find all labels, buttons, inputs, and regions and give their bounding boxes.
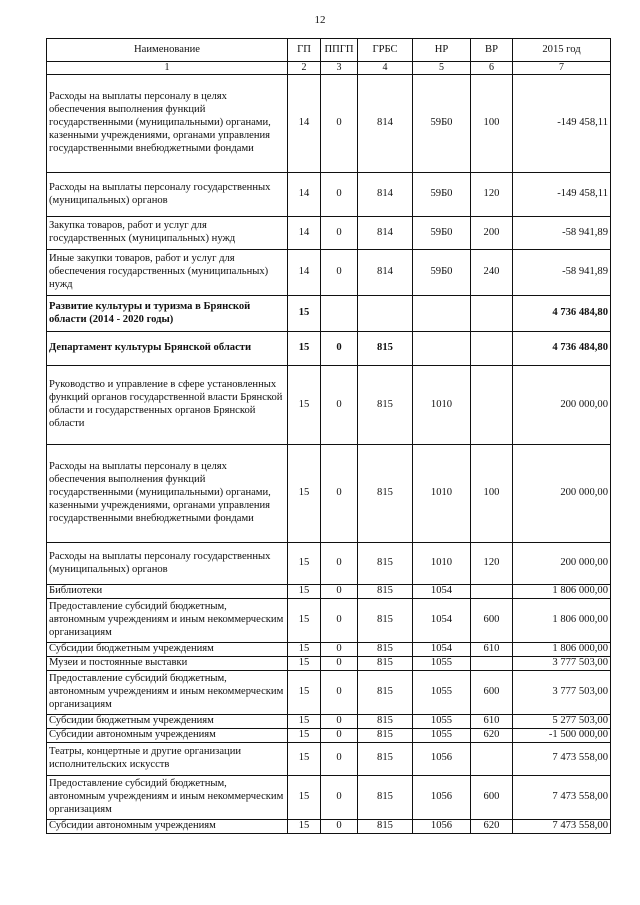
row-vr: 600	[471, 775, 513, 819]
row-nr: 1054	[413, 599, 471, 643]
row-name: Департамент культуры Брянской области	[47, 332, 288, 366]
row-vr: 610	[471, 643, 513, 657]
row-grbs: 815	[358, 543, 413, 585]
row-amount: 7 473 558,00	[513, 819, 611, 833]
row-ppgp: 0	[321, 445, 358, 543]
row-ppgp: 0	[321, 332, 358, 366]
row-ppgp: 0	[321, 599, 358, 643]
header-name: Наименование	[47, 39, 288, 62]
table-row	[47, 296, 611, 332]
row-amount: 1 806 000,00	[513, 643, 611, 657]
row-name: Музеи и постоянные выставки	[47, 657, 288, 671]
index-cell: 6	[471, 62, 513, 75]
row-ppgp: 0	[321, 217, 358, 250]
row-grbs	[358, 296, 413, 332]
row-grbs: 815	[358, 728, 413, 742]
row-amount: -58 941,89	[513, 217, 611, 250]
row-name: Расходы на выплаты персоналу в целях обеспечения выполнения функций государственными (муниципальными) органами, казенными учреждениями, органами управления государственными внебюджетными фондами	[47, 445, 288, 543]
row-gp: 15	[288, 670, 321, 714]
row-name: Руководство и управление в сфере установленных функций органов государственной власти Брянской области и государственных органов Брянской области	[47, 366, 288, 445]
row-grbs: 815	[358, 775, 413, 819]
row-ppgp: 0	[321, 742, 358, 775]
row-grbs: 814	[358, 250, 413, 296]
row-gp: 14	[288, 173, 321, 217]
row-amount: 1 806 000,00	[513, 599, 611, 643]
row-amount: 4 736 484,80	[513, 296, 611, 332]
header-grbs: ГРБС	[358, 39, 413, 62]
row-ppgp: 0	[321, 728, 358, 742]
row-ppgp: 0	[321, 819, 358, 833]
row-grbs: 815	[358, 366, 413, 445]
budget-table	[46, 38, 611, 834]
row-ppgp: 0	[321, 250, 358, 296]
row-name: Расходы на выплаты персоналу государственных (муниципальных) органов	[47, 543, 288, 585]
row-vr: 100	[471, 75, 513, 173]
row-nr: 59Б0	[413, 217, 471, 250]
row-ppgp: 0	[321, 657, 358, 671]
row-nr	[413, 296, 471, 332]
table-row	[47, 173, 611, 217]
row-vr: 120	[471, 543, 513, 585]
header-row	[47, 39, 611, 62]
row-vr: 120	[471, 173, 513, 217]
table-row	[47, 670, 611, 714]
row-name: Субсидии автономным учреждениям	[47, 728, 288, 742]
row-vr: 620	[471, 728, 513, 742]
row-grbs: 815	[358, 714, 413, 728]
column-index-row	[47, 62, 611, 75]
row-nr: 1055	[413, 714, 471, 728]
row-vr: 240	[471, 250, 513, 296]
row-nr: 59Б0	[413, 173, 471, 217]
row-vr	[471, 585, 513, 599]
row-nr: 59Б0	[413, 75, 471, 173]
table-row	[47, 599, 611, 643]
table-row	[47, 250, 611, 296]
table-row	[47, 217, 611, 250]
row-ppgp: 0	[321, 585, 358, 599]
table-row	[47, 332, 611, 366]
row-nr: 1010	[413, 543, 471, 585]
row-nr	[413, 332, 471, 366]
row-ppgp: 0	[321, 366, 358, 445]
row-name: Иные закупки товаров, работ и услуг для обеспечения государственных (муниципальных) нужд	[47, 250, 288, 296]
row-amount: -1 500 000,00	[513, 728, 611, 742]
row-grbs: 815	[358, 819, 413, 833]
table-row	[47, 585, 611, 599]
row-gp: 15	[288, 445, 321, 543]
row-amount: 200 000,00	[513, 543, 611, 585]
row-ppgp	[321, 296, 358, 332]
row-nr: 1056	[413, 775, 471, 819]
row-gp: 15	[288, 599, 321, 643]
table-row	[47, 643, 611, 657]
row-nr: 1010	[413, 445, 471, 543]
row-nr: 59Б0	[413, 250, 471, 296]
row-amount: 7 473 558,00	[513, 742, 611, 775]
header-vr: ВР	[471, 39, 513, 62]
row-gp: 15	[288, 819, 321, 833]
row-grbs: 814	[358, 173, 413, 217]
row-ppgp: 0	[321, 543, 358, 585]
row-vr: 600	[471, 599, 513, 643]
row-vr: 200	[471, 217, 513, 250]
row-name: Театры, концертные и другие организации исполнительских искусств	[47, 742, 288, 775]
row-ppgp: 0	[321, 643, 358, 657]
row-amount: 5 277 503,00	[513, 714, 611, 728]
row-amount: 200 000,00	[513, 445, 611, 543]
row-name: Субсидии бюджетным учреждениям	[47, 714, 288, 728]
row-name: Предоставление субсидий бюджетным, автономным учреждениям и иным некоммерческим организациям	[47, 599, 288, 643]
row-vr: 100	[471, 445, 513, 543]
index-cell: 5	[413, 62, 471, 75]
row-ppgp: 0	[321, 173, 358, 217]
row-vr	[471, 366, 513, 445]
row-gp: 14	[288, 217, 321, 250]
table-row	[47, 543, 611, 585]
row-name: Субсидии бюджетным учреждениям	[47, 643, 288, 657]
index-cell: 4	[358, 62, 413, 75]
table-row	[47, 366, 611, 445]
row-ppgp: 0	[321, 775, 358, 819]
table-row	[47, 445, 611, 543]
index-cell: 7	[513, 62, 611, 75]
row-amount: -149 458,11	[513, 173, 611, 217]
row-grbs: 815	[358, 332, 413, 366]
row-grbs: 815	[358, 670, 413, 714]
row-name: Предоставление субсидий бюджетным, автономным учреждениям и иным некоммерческим организациям	[47, 670, 288, 714]
table-row	[47, 75, 611, 173]
row-gp: 14	[288, 75, 321, 173]
row-nr: 1055	[413, 657, 471, 671]
row-gp: 15	[288, 742, 321, 775]
row-grbs: 815	[358, 742, 413, 775]
row-gp: 15	[288, 657, 321, 671]
row-ppgp: 0	[321, 75, 358, 173]
row-amount: 7 473 558,00	[513, 775, 611, 819]
row-ppgp: 0	[321, 670, 358, 714]
row-ppgp: 0	[321, 714, 358, 728]
row-amount: -58 941,89	[513, 250, 611, 296]
row-gp: 15	[288, 332, 321, 366]
row-nr: 1055	[413, 728, 471, 742]
row-nr: 1054	[413, 585, 471, 599]
row-amount: 1 806 000,00	[513, 585, 611, 599]
row-name: Субсидии автономным учреждениям	[47, 819, 288, 833]
row-grbs: 815	[358, 657, 413, 671]
header-year: 2015 год	[513, 39, 611, 62]
table-row	[47, 742, 611, 775]
row-grbs: 815	[358, 599, 413, 643]
row-grbs: 814	[358, 217, 413, 250]
row-amount: 3 777 503,00	[513, 670, 611, 714]
table-row	[47, 657, 611, 671]
row-amount: 200 000,00	[513, 366, 611, 445]
row-name: Развитие культуры и туризма в Брянской области (2014 - 2020 годы)	[47, 296, 288, 332]
row-gp: 15	[288, 296, 321, 332]
row-amount: -149 458,11	[513, 75, 611, 173]
index-cell: 3	[321, 62, 358, 75]
row-name: Закупка товаров, работ и услуг для государственных (муниципальных) нужд	[47, 217, 288, 250]
header-ppgp: ППГП	[321, 39, 358, 62]
row-grbs: 814	[358, 75, 413, 173]
row-gp: 15	[288, 714, 321, 728]
row-vr: 600	[471, 670, 513, 714]
row-gp: 15	[288, 728, 321, 742]
row-nr: 1054	[413, 643, 471, 657]
table-row	[47, 775, 611, 819]
row-vr	[471, 657, 513, 671]
row-name: Расходы на выплаты персоналу государственных (муниципальных) органов	[47, 173, 288, 217]
row-gp: 14	[288, 250, 321, 296]
row-nr: 1055	[413, 670, 471, 714]
row-name: Расходы на выплаты персоналу в целях обеспечения выполнения функций государственными (муниципальными) органами, казенными учреждениями, органами управления государственными внебюджетными фондами	[47, 75, 288, 173]
budget-table-body	[47, 75, 611, 834]
row-gp: 15	[288, 543, 321, 585]
table-row	[47, 714, 611, 728]
row-gp: 15	[288, 585, 321, 599]
row-gp: 15	[288, 643, 321, 657]
row-grbs: 815	[358, 643, 413, 657]
row-name: Предоставление субсидий бюджетным, автономным учреждениям и иным некоммерческим организациям	[47, 775, 288, 819]
row-gp: 15	[288, 775, 321, 819]
row-vr	[471, 742, 513, 775]
row-name: Библиотеки	[47, 585, 288, 599]
table-row	[47, 819, 611, 833]
row-amount: 4 736 484,80	[513, 332, 611, 366]
row-nr: 1010	[413, 366, 471, 445]
row-vr	[471, 332, 513, 366]
header-nr: НР	[413, 39, 471, 62]
row-vr	[471, 296, 513, 332]
row-grbs: 815	[358, 585, 413, 599]
row-vr: 620	[471, 819, 513, 833]
index-cell: 1	[47, 62, 288, 75]
table-row	[47, 728, 611, 742]
row-amount: 3 777 503,00	[513, 657, 611, 671]
row-vr: 610	[471, 714, 513, 728]
row-nr: 1056	[413, 819, 471, 833]
row-grbs: 815	[358, 445, 413, 543]
row-gp: 15	[288, 366, 321, 445]
index-cell: 2	[288, 62, 321, 75]
header-gp: ГП	[288, 39, 321, 62]
page-number: 12	[314, 14, 326, 26]
row-nr: 1056	[413, 742, 471, 775]
